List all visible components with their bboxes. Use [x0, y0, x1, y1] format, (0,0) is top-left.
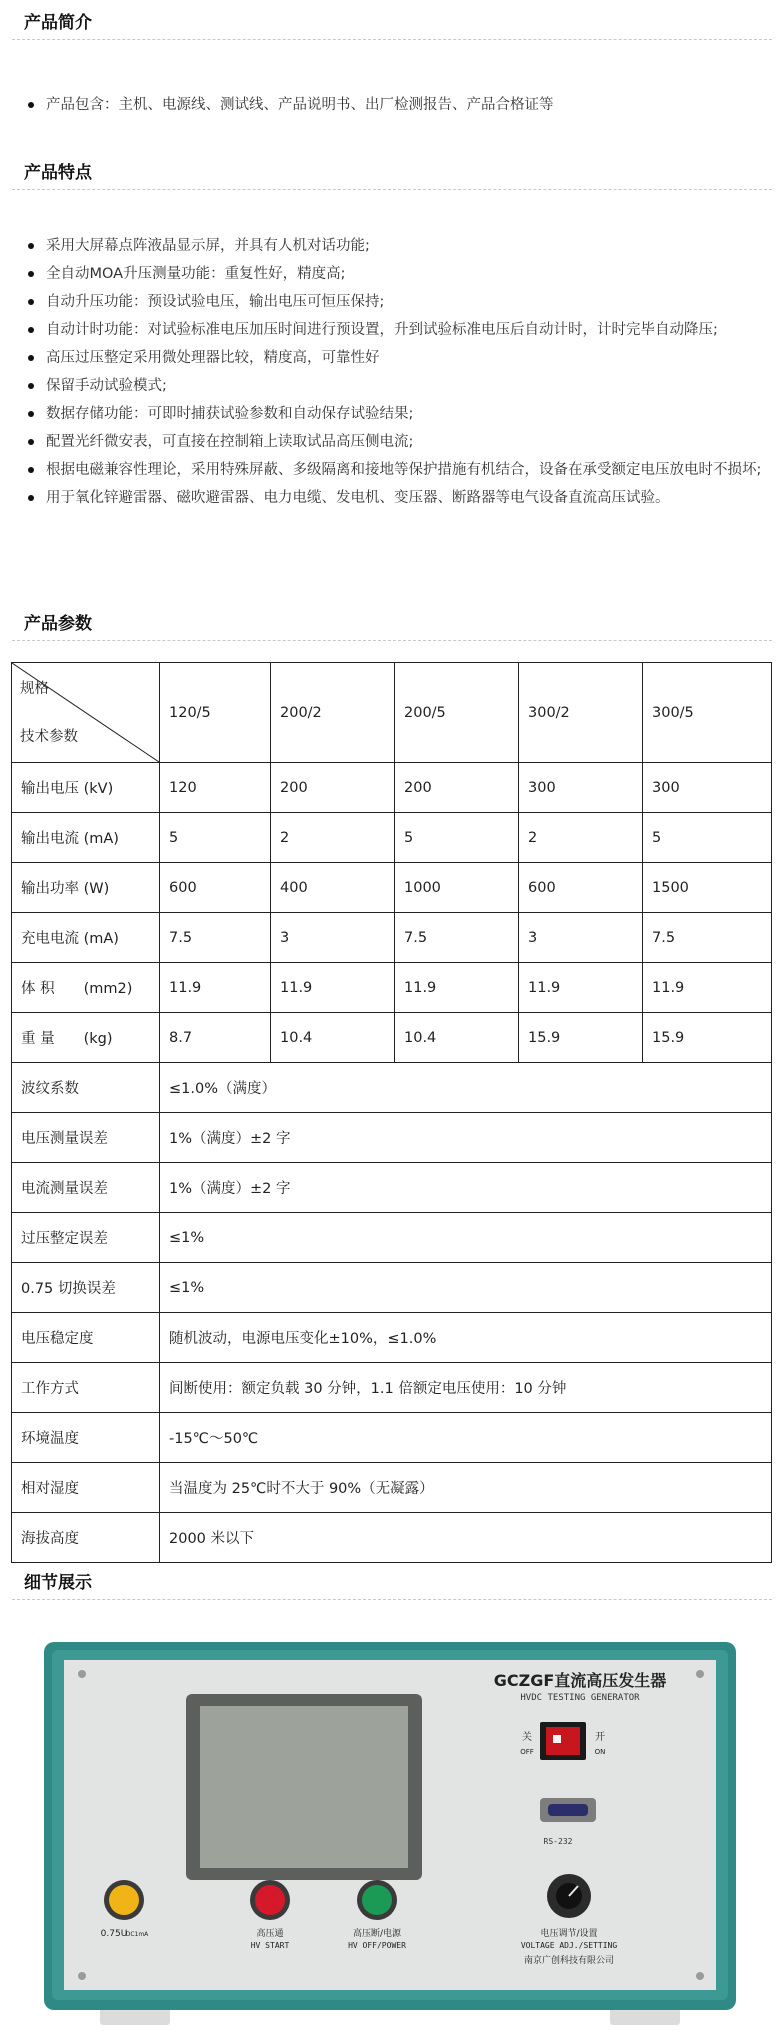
list-item: 保留手动试验模式; — [28, 372, 768, 400]
row-label-cell: 充电电流 (mA) — [12, 913, 160, 963]
row-label-cell: 波纹系数 — [12, 1063, 160, 1113]
value-cell: 11.9 — [271, 963, 395, 1013]
section-header-detail — [12, 1570, 772, 1600]
switch-off-label: 关 — [522, 1732, 532, 1743]
table-row — [12, 1313, 772, 1363]
table-row — [12, 1063, 772, 1113]
value-cell: 120 — [160, 763, 271, 813]
list-item: 自动升压功能：预设试验电压，输出电压可恒压保持; — [28, 288, 768, 316]
value-cell: 3 — [271, 913, 395, 963]
value-cell: 300 — [519, 763, 643, 813]
value-cell: 5 — [395, 813, 519, 863]
list-item: 根据电磁兼容性理论，采用特殊屏蔽、多级隔离和接地等保护措施有机结合，设备在承受额定电压放电时不损坏; — [28, 456, 768, 484]
row-label-cell: 输出电流 (mA) — [12, 813, 160, 863]
value-cell: 300 — [643, 763, 772, 813]
value-cell: 15.9 — [519, 1013, 643, 1063]
screw-icon — [696, 1670, 704, 1678]
switch-on-en: ON — [594, 1748, 606, 1756]
section-header-params — [12, 611, 772, 641]
value-cell: 10.4 — [271, 1013, 395, 1063]
section-title: 产品特点 — [24, 163, 92, 183]
value-cell: -15℃～50℃ — [160, 1413, 772, 1463]
hv-off-en: HV OFF/POWER — [348, 1941, 406, 1950]
section-title: 产品简介 — [24, 13, 92, 33]
value-cell: 1000 — [395, 863, 519, 913]
row-label-cell: 过压整定误差 — [12, 1213, 160, 1263]
value-cell: 10.4 — [395, 1013, 519, 1063]
value-cell: 1500 — [643, 863, 772, 913]
table-row — [12, 913, 772, 963]
table-row — [12, 1513, 772, 1563]
table-row — [12, 763, 772, 813]
value-cell: 15.9 — [643, 1013, 772, 1063]
row-label-cell: 电压测量误差 — [12, 1113, 160, 1163]
value-cell: 1%（满度）±2 字 — [160, 1163, 772, 1213]
model-header-cell: 300/2 — [519, 663, 643, 763]
lcd-screen — [200, 1706, 408, 1868]
rs232-label: RS-232 — [543, 1837, 573, 1846]
value-cell: 2000 米以下 — [160, 1513, 772, 1563]
list-item: 产品包含：主机、电源线、测试线、产品说明书、出厂检测报告、产品合格证等 — [28, 91, 768, 119]
hv-start-label: 高压通 — [256, 1929, 284, 1939]
knob-label: 电压调节/设置 — [540, 1929, 598, 1939]
value-cell: 1%（满度）±2 字 — [160, 1113, 772, 1163]
switch-off-en: OFF — [520, 1748, 534, 1756]
value-cell: 7.5 — [160, 913, 271, 963]
row-label-cell: 海拔高度 — [12, 1513, 160, 1563]
row-label-cell: 电压稳定度 — [12, 1313, 160, 1363]
value-cell: 随机波动，电源电压变化±10%，≤1.0% — [160, 1313, 772, 1363]
table-row — [12, 1263, 772, 1313]
value-cell: 7.5 — [395, 913, 519, 963]
row-label-cell: 相对湿度 — [12, 1463, 160, 1513]
list-item: 数据存储功能：可即时捕获试验参数和自动保存试验结果; — [28, 400, 768, 428]
hv-start-button[interactable] — [255, 1885, 285, 1915]
corner-top-label: 规格 — [20, 681, 49, 697]
row-label-cell: 电流测量误差 — [12, 1163, 160, 1213]
value-cell: 当温度为 25℃时不大于 90%（无凝露） — [160, 1463, 772, 1513]
hv-off-label: 高压断/电源 — [352, 1929, 402, 1939]
list-item: 全自动MOA升压测量功能：重复性好，精度高; — [28, 260, 768, 288]
range-button-label: 0.75U — [100, 1929, 128, 1939]
value-cell: 5 — [643, 813, 772, 863]
table-row — [12, 813, 772, 863]
row-label-cell: 重 量 (kg) — [12, 1013, 160, 1063]
value-cell: 7.5 — [643, 913, 772, 963]
features-list — [28, 232, 768, 512]
value-cell: 11.9 — [519, 963, 643, 1013]
range-button-sub: DC1mA — [125, 1931, 149, 1938]
value-cell: ≤1% — [160, 1263, 772, 1313]
model-header-cell: 300/5 — [643, 663, 772, 763]
rs232-connector — [548, 1804, 588, 1816]
knob-label-en: VOLTAGE ADJ./SETTING — [520, 1941, 618, 1950]
list-item: 高压过压整定采用微处理器比较，精度高，可靠性好 — [28, 344, 768, 372]
device-title: GCZGF直流高压发生器 — [493, 1671, 667, 1690]
hv-start-en: HV START — [250, 1941, 290, 1950]
value-cell: 2 — [519, 813, 643, 863]
value-cell: ≤1.0%（满度） — [160, 1063, 772, 1113]
table-row — [12, 863, 772, 913]
screw-icon — [78, 1670, 86, 1678]
list-item: 采用大屏幕点阵液晶显示屏，并具有人机对话功能; — [28, 232, 768, 260]
maker-label: 南京广创科技有限公司 — [523, 1956, 615, 1966]
section-header-intro — [12, 10, 772, 40]
row-label-cell: 工作方式 — [12, 1363, 160, 1413]
list-item: 配置光纤微安表，可直接在控制箱上读取试品高压侧电流; — [28, 428, 768, 456]
section-header-features — [12, 160, 772, 190]
screw-icon — [696, 1972, 704, 1980]
table-row — [12, 963, 772, 1013]
range-button[interactable] — [109, 1885, 139, 1915]
value-cell: 200 — [271, 763, 395, 813]
value-cell: 间断使用：额定负载 30 分钟，1.1 倍额定电压使用：10 分钟 — [160, 1363, 772, 1413]
params-table — [11, 662, 772, 1563]
value-cell: 11.9 — [395, 963, 519, 1013]
switch-on-label: 开 — [595, 1732, 605, 1743]
model-header-cell: 200/2 — [271, 663, 395, 763]
row-label-cell: 输出功率 (W) — [12, 863, 160, 913]
value-cell: ≤1% — [160, 1213, 772, 1263]
row-label-cell: 输出电压 (kV) — [12, 763, 160, 813]
intro-list — [28, 91, 768, 119]
list-item: 自动计时功能：对试验标准电压加压时间进行预设置，升到试验标准电压后自动计时，计时完毕自动降压; — [28, 316, 768, 344]
value-cell: 600 — [519, 863, 643, 913]
value-cell: 11.9 — [160, 963, 271, 1013]
value-cell: 11.9 — [643, 963, 772, 1013]
value-cell: 2 — [271, 813, 395, 863]
switch-indicator-icon — [553, 1735, 561, 1743]
table-header-row — [12, 663, 772, 763]
list-item: 用于氧化锌避雷器、磁吹避雷器、电力电缆、发电机、变压器、断路器等电气设备直流高压试验。 — [28, 484, 768, 512]
table-row — [12, 1163, 772, 1213]
power-switch[interactable] — [546, 1727, 580, 1755]
table-row — [12, 1363, 772, 1413]
section-title: 细节展示 — [24, 1573, 92, 1593]
value-cell: 3 — [519, 913, 643, 963]
model-header-cell: 120/5 — [160, 663, 271, 763]
table-row — [12, 1463, 772, 1513]
value-cell: 8.7 — [160, 1013, 271, 1063]
table-row — [12, 1113, 772, 1163]
row-label-cell: 体 积 (mm2) — [12, 963, 160, 1013]
row-label-cell: 0.75 切换误差 — [12, 1263, 160, 1313]
table-row — [12, 1013, 772, 1063]
value-cell: 400 — [271, 863, 395, 913]
corner-bottom-label: 技术参数 — [20, 729, 78, 745]
hv-off-button[interactable] — [362, 1885, 392, 1915]
row-label-cell: 环境温度 — [12, 1413, 160, 1463]
value-cell: 600 — [160, 863, 271, 913]
device-subtitle: HVDC TESTING GENERATOR — [520, 1693, 640, 1703]
corner-cell — [12, 663, 160, 763]
screw-icon — [78, 1972, 86, 1980]
value-cell: 200 — [395, 763, 519, 813]
model-header-cell: 200/5 — [395, 663, 519, 763]
value-cell: 5 — [160, 813, 271, 863]
table-row — [12, 1213, 772, 1263]
device-photo — [40, 1638, 740, 2028]
table-row — [12, 1413, 772, 1463]
section-title: 产品参数 — [24, 614, 92, 634]
